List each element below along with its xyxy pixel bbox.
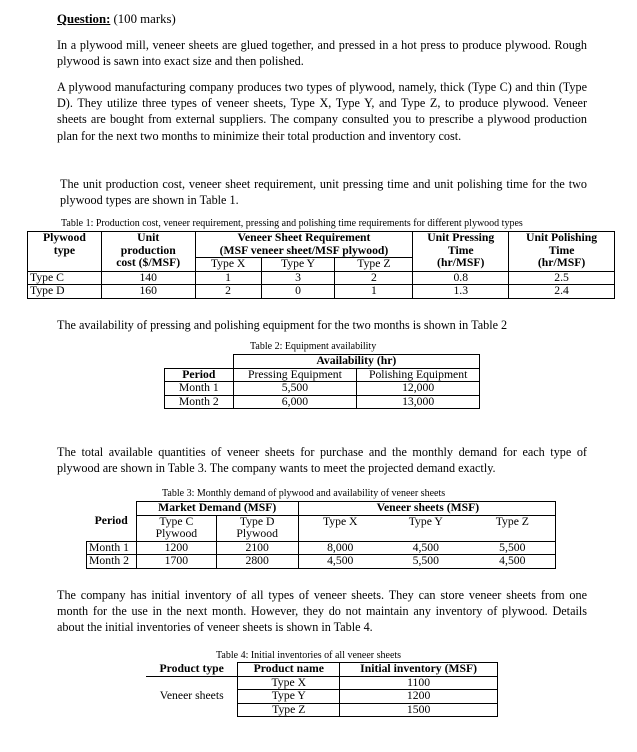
t1-cell: 2.4	[509, 285, 615, 299]
t3-cell: 2100	[216, 541, 298, 555]
table-row	[28, 271, 615, 285]
t1-header-plywood: Plywood type	[28, 232, 102, 272]
t4-cell: Type X	[238, 676, 340, 690]
t3-cell: 5,500	[382, 555, 470, 569]
t1-cell: 2	[195, 285, 261, 299]
t3-cell: Month 1	[87, 541, 137, 555]
t3-header-market-demand: Market Demand (MSF)	[136, 502, 298, 516]
table1-production	[27, 231, 615, 299]
t3-cell: 2800	[216, 555, 298, 569]
table3-caption: Table 3: Monthly demand of plywood and availability of veneer sheets	[162, 488, 446, 499]
t1-cell: 2.5	[509, 271, 615, 285]
t2-header-period: Period	[165, 368, 234, 382]
t1-header-type-x: Type X	[195, 258, 261, 272]
paragraph-table1-intro: The unit production cost, veneer sheet requirement, unit pressing time and unit polishing time for the two plywood types are shown in Table 1.	[60, 177, 587, 208]
t2-header-availability: Availability (hr)	[233, 355, 479, 369]
t1-header-veneer: Veneer Sheet Requirement (MSF veneer sheet/MSF plywood)	[195, 232, 413, 258]
t3-cell: Month 2	[87, 555, 137, 569]
table2-caption: Table 2: Equipment availability	[250, 341, 377, 352]
t1-cell: 2	[335, 271, 413, 285]
table-row	[165, 395, 480, 409]
t3-header-period: Period	[94, 513, 128, 527]
t4-cell: 1500	[340, 703, 498, 717]
t2-header-polishing: Polishing Equipment	[357, 368, 480, 382]
t3-header-type-z: Type Z	[470, 515, 556, 541]
t3-cell: 8,000	[327, 540, 354, 554]
t1-header-pressing: Unit Pressing Time (hr/MSF)	[413, 232, 509, 272]
t1-cell: 3	[261, 271, 335, 285]
t2-cell: Month 2	[165, 395, 234, 409]
t3-cell: 1700	[136, 555, 216, 569]
t4-cell: 1100	[340, 676, 498, 690]
paragraph-intro: In a plywood mill, veneer sheets are glued together, and pressed in a hot press to produce plywood. Rough plywood is sawn into exact size and then polished.	[57, 38, 587, 69]
t1-cell: Type D	[28, 285, 102, 299]
t3-cell: 4,500	[298, 555, 382, 569]
t1-cell: 1	[195, 271, 261, 285]
t3-header-veneer-sheets: Veneer sheets (MSF)	[298, 502, 555, 516]
t1-cell: 140	[101, 271, 195, 285]
paragraph-table3-intro: The total available quantities of veneer sheets for purchase and the monthly demand for each type of plywood are shown in Table 3. The company wants to meet the projected demand exactly.	[57, 445, 587, 476]
t4-product-type: Veneer sheets	[159, 689, 224, 703]
paragraph-table4-intro: The company has initial inventory of all types of veneer sheets. They can store veneer sheets from one month for the use in the next month. However, they do not maintain any inventory of plywood. Details about the initial inventories of veneer sheets is shown in Table 4.	[57, 588, 587, 635]
t1-cell: 1.3	[413, 285, 509, 299]
t1-cell: 1	[335, 285, 413, 299]
t2-cell: Month 1	[165, 382, 234, 396]
t4-cell: Type Y	[238, 690, 340, 704]
t3-cell: 1200	[136, 541, 216, 555]
t2-header-pressing: Pressing Equipment	[233, 368, 357, 382]
t4-header-product-type: Product type	[159, 661, 224, 675]
question-label: Question:	[57, 12, 111, 26]
table1-caption: Table 1: Production cost, veneer requirement, pressing and polishing time requirements for different plywood types	[61, 218, 523, 229]
table-row	[165, 382, 480, 396]
paragraph-company: A plywood manufacturing company produces two types of plywood, namely, thick (Type C) and thin (Type D). They utilize three types of veneer sheets, Type X, Type Y, and Type Z, to produce plywood. Veneer sheets are bought from external suppliers. The company consulted you to prescribe a plywood production plan for the next two months to minimize their total production and inventory cost.	[57, 80, 587, 143]
t1-cell: 0	[261, 285, 335, 299]
t2-cell: 5,500	[233, 382, 357, 396]
t3-header-type-c: Type C Plywood	[136, 515, 216, 541]
t1-cell: Type C	[28, 271, 102, 285]
table-row	[28, 285, 615, 299]
table4-caption: Table 4: Initial inventories of all veneer sheets	[216, 650, 402, 661]
t1-header-unit-cost: Unit production cost ($/MSF)	[101, 232, 195, 272]
t3-header-type-x: Type X	[298, 515, 382, 541]
t3-header-type-d: Type D Plywood	[216, 515, 298, 541]
t1-cell: 0.8	[413, 271, 509, 285]
t3-cell: 5,500	[470, 541, 556, 555]
t3-cell: 4,500	[470, 555, 556, 569]
t3-cell: 4,500	[412, 540, 439, 554]
t4-header-product-name: Product name	[238, 663, 340, 677]
table-row	[87, 555, 556, 569]
t2-cell: 12,000	[357, 382, 480, 396]
t1-cell: 160	[101, 285, 195, 299]
paragraph-table2-intro: The availability of pressing and polishing equipment for the two months is shown in Table 2	[57, 318, 508, 332]
t1-header-polishing: Unit Polishing Time (hr/MSF)	[509, 232, 615, 272]
table2-equipment	[164, 354, 480, 409]
t4-cell: Type Z	[238, 703, 340, 717]
t4-header-initial-inventory: Initial inventory (MSF)	[340, 663, 498, 677]
question-heading	[57, 12, 176, 27]
t1-header-type-y: Type Y	[261, 258, 335, 272]
table3-demand-availability	[86, 501, 556, 569]
table-row	[87, 541, 556, 555]
t1-header-type-z: Type Z	[335, 258, 413, 272]
t2-cell: 6,000	[233, 395, 357, 409]
t4-cell: 1200	[340, 690, 498, 704]
t2-cell: 13,000	[357, 395, 480, 409]
t3-header-type-y: Type Y	[382, 515, 470, 541]
table4-initial-inventory	[146, 662, 498, 717]
table-row	[146, 676, 498, 690]
question-marks: (100 marks)	[110, 12, 176, 26]
